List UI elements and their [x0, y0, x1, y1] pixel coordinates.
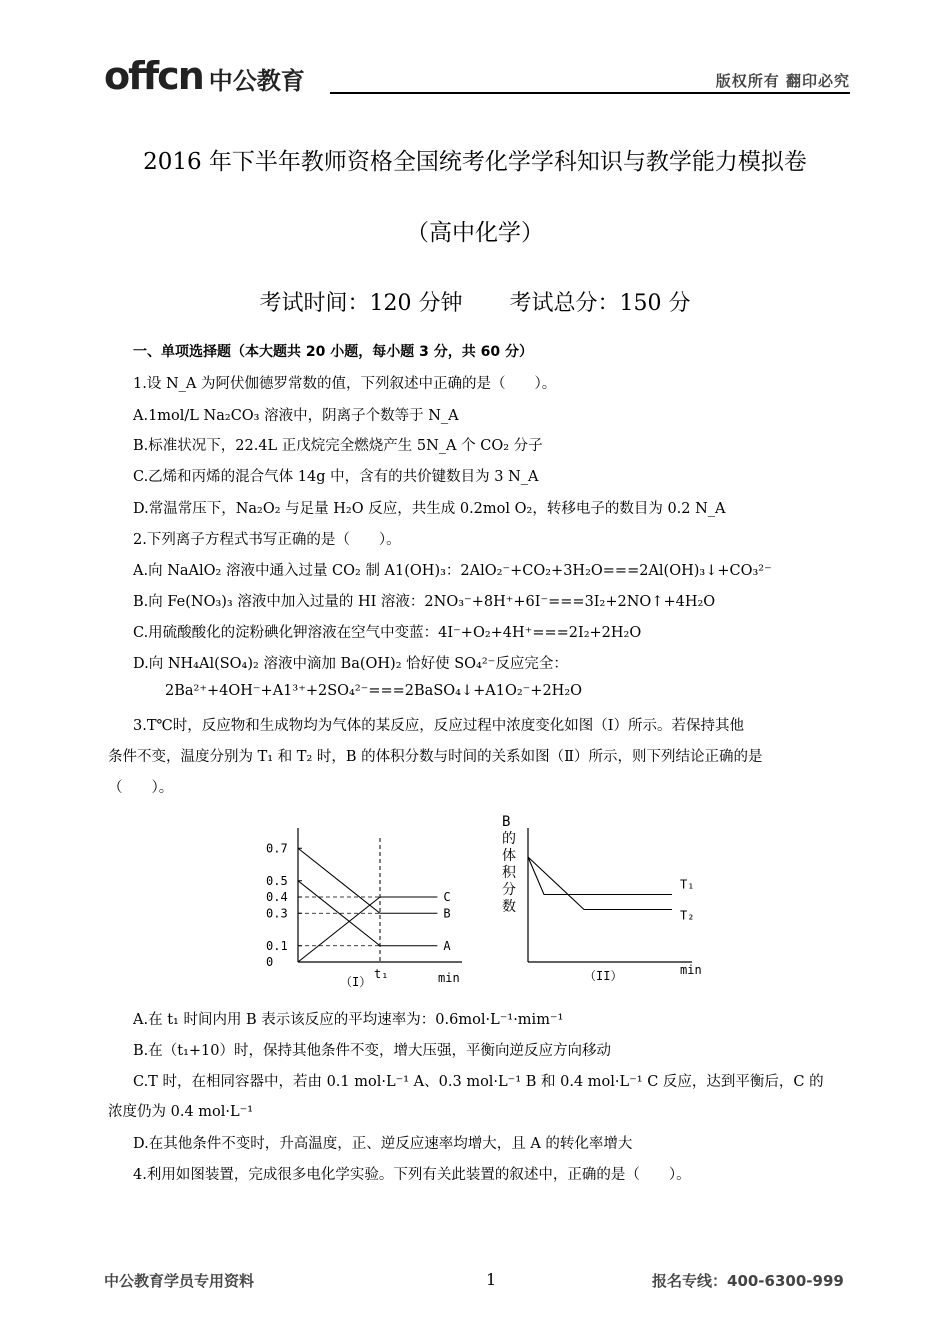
q1-option-a: A.1mol/L Na₂CO₃ 溶液中，阴离子个数等于 N_A [133, 408, 459, 424]
chart1-series-C [298, 897, 437, 962]
chart1-ytick: 0.1 [266, 938, 288, 953]
q3-option-c-line2: 浓度仍为 0.4 mol·L⁻¹ [108, 1104, 254, 1120]
chart2-series-1 [528, 857, 672, 910]
q2-stem: 2.下列离子方程式书写正确的是（ ）。 [133, 532, 401, 548]
exam-subtitle: （高中化学） [406, 220, 544, 246]
chart1-series-B [298, 848, 437, 913]
logo-brand: offcn [104, 54, 203, 98]
q1-stem: 1.设 N_A 为阿伏伽德罗常数的值，下列叙述中正确的是（ ）。 [133, 376, 557, 392]
q1-option-d: D.常温常压下，Na₂O₂ 与足量 H₂O 反应，共生成 0.2mol O₂，转移电子的数目为 0.2 N_A [133, 501, 726, 517]
chart2-title: （II） [584, 969, 623, 983]
q3-figure [262, 812, 722, 996]
q3-option-d: D.在其他条件不变时，升高温度，正、逆反应速率均增大，且 A 的转化率增大 [133, 1136, 633, 1152]
q1-option-c: C.乙烯和丙烯的混合气体 14g 中，含有的共价键数目为 3 N_A [133, 469, 539, 485]
chart2-xlabel: min [680, 963, 702, 977]
logo-brand-cn: 中公教育 [208, 67, 305, 95]
chart2-series-0 [528, 857, 672, 895]
q3-charts-svg [262, 812, 722, 992]
q3-option-a: A.在 t₁ 时间内用 B 表示该反应的平均速率为：0.6mol·L⁻¹·mim⁻¹ [133, 1012, 564, 1028]
q3-option-b: B.在（t₁+10）时，保持其他条件不变，增大压强，平衡向逆反应方向移动 [133, 1043, 612, 1059]
chart1-ytick: 0.7 [266, 841, 288, 856]
footer-note: 中公教育学员专用资料 [104, 1272, 255, 1290]
chart1-label-C: C [443, 890, 451, 904]
chart1-ytick: 0.4 [266, 890, 288, 904]
chart1-label-B: B [443, 906, 451, 921]
chart1-ytick: 0.5 [266, 873, 288, 888]
chart2-ylabel-char: 的 [502, 831, 516, 847]
chart2-label-0: T₁ [680, 877, 695, 892]
q3-stem-line3: （ ）。 [108, 780, 174, 796]
chart1-label-A: A [443, 938, 451, 953]
header-divider [330, 92, 850, 94]
chart2-label-1: T₂ [680, 908, 695, 923]
chart1-title: （I） [340, 975, 372, 989]
q2-option-d: D.向 NH₄Al(SO₄)₂ 溶液中滴加 Ba(OH)₂ 恰好使 SO₄²⁻反应完全： [133, 656, 568, 672]
q2-option-d-equation: 2Ba²⁺+4OH⁻+A1³⁺+2SO₄²⁻===2BaSO₄↓+A1O₂⁻+2H₂O [165, 683, 583, 699]
footer-hotline: 报名专线：400-6300-999 [652, 1272, 844, 1290]
q3-stem-line1: 3.T℃时，反应物和生成物均为气体的某反应，反应过程中浓度变化如图（Ⅰ）所示。若保持其他 [133, 718, 744, 734]
q1-option-b: B.标准状况下，22.4L 正戊烷完全燃烧产生 5N_A 个 CO₂ 分子 [133, 438, 543, 454]
exam-time: 考试时间：120 分钟 [259, 291, 463, 316]
chart1-ytick: 0.3 [266, 906, 288, 921]
q3-option-c-line1: C.T 时，在相同容器中，若由 0.1 mol·L⁻¹ A、0.3 mol·L⁻¹ B 和 0.4 mol·L⁻¹ C 反应，达到平衡后，C 的 [133, 1074, 824, 1090]
chart2-ylabel-char: 体 [502, 848, 516, 864]
q2-option-b: B.向 Fe(NO₃)₃ 溶液中加入过量的 HI 溶液：2NO₃⁻+8H⁺+6I⁻===3I₂+2NO↑+4H₂O [133, 594, 716, 610]
q2-option-a: A.向 NaAlO₂ 溶液中通入过量 CO₂ 制 A1(OH)₃：2AlO₂⁻+CO₂+3H₂O===2Al(OH)₃↓+CO₃²⁻ [133, 563, 772, 579]
exam-title: 2016 年下半年教师资格全国统考化学学科知识与教学能力模拟卷 [143, 149, 807, 175]
chart1-xlabel: min [438, 971, 460, 985]
q2-option-c: C.用硫酸酸化的淀粉碘化钾溶液在空气中变蓝：4I⁻+O₂+4H⁺===2I₂+2H₂O [133, 625, 642, 641]
q3-stem-line2: 条件不变，温度分别为 T₁ 和 T₂ 时，B 的体积分数与时间的关系如图（Ⅱ）所示，则下列结论正确的是 [108, 749, 763, 765]
chart2-ylabel-char: 积 [502, 865, 516, 881]
exam-info [0, 286, 950, 317]
page-number: 1 [486, 1270, 497, 1289]
chart1-ytick: 0 [266, 955, 274, 969]
chart2-ylabel-char: 数 [502, 899, 516, 915]
copyright-notice: 版权所有 翻印必究 [715, 72, 850, 90]
q4-stem: 4.利用如图装置，完成很多电化学实验。下列有关此装置的叙述中，正确的是（ ）。 [133, 1167, 691, 1183]
chart2-ylabel-char: B [502, 814, 511, 830]
offcn-logo [104, 54, 305, 98]
chart2-ylabel-char: 分 [502, 882, 516, 898]
section-heading: 一、单项选择题（本大题共 20 小题，每小题 3 分，共 60 分） [133, 344, 533, 360]
exam-score: 考试总分：150 分 [509, 291, 691, 316]
chart1-xtick-t1: t₁ [374, 967, 389, 981]
